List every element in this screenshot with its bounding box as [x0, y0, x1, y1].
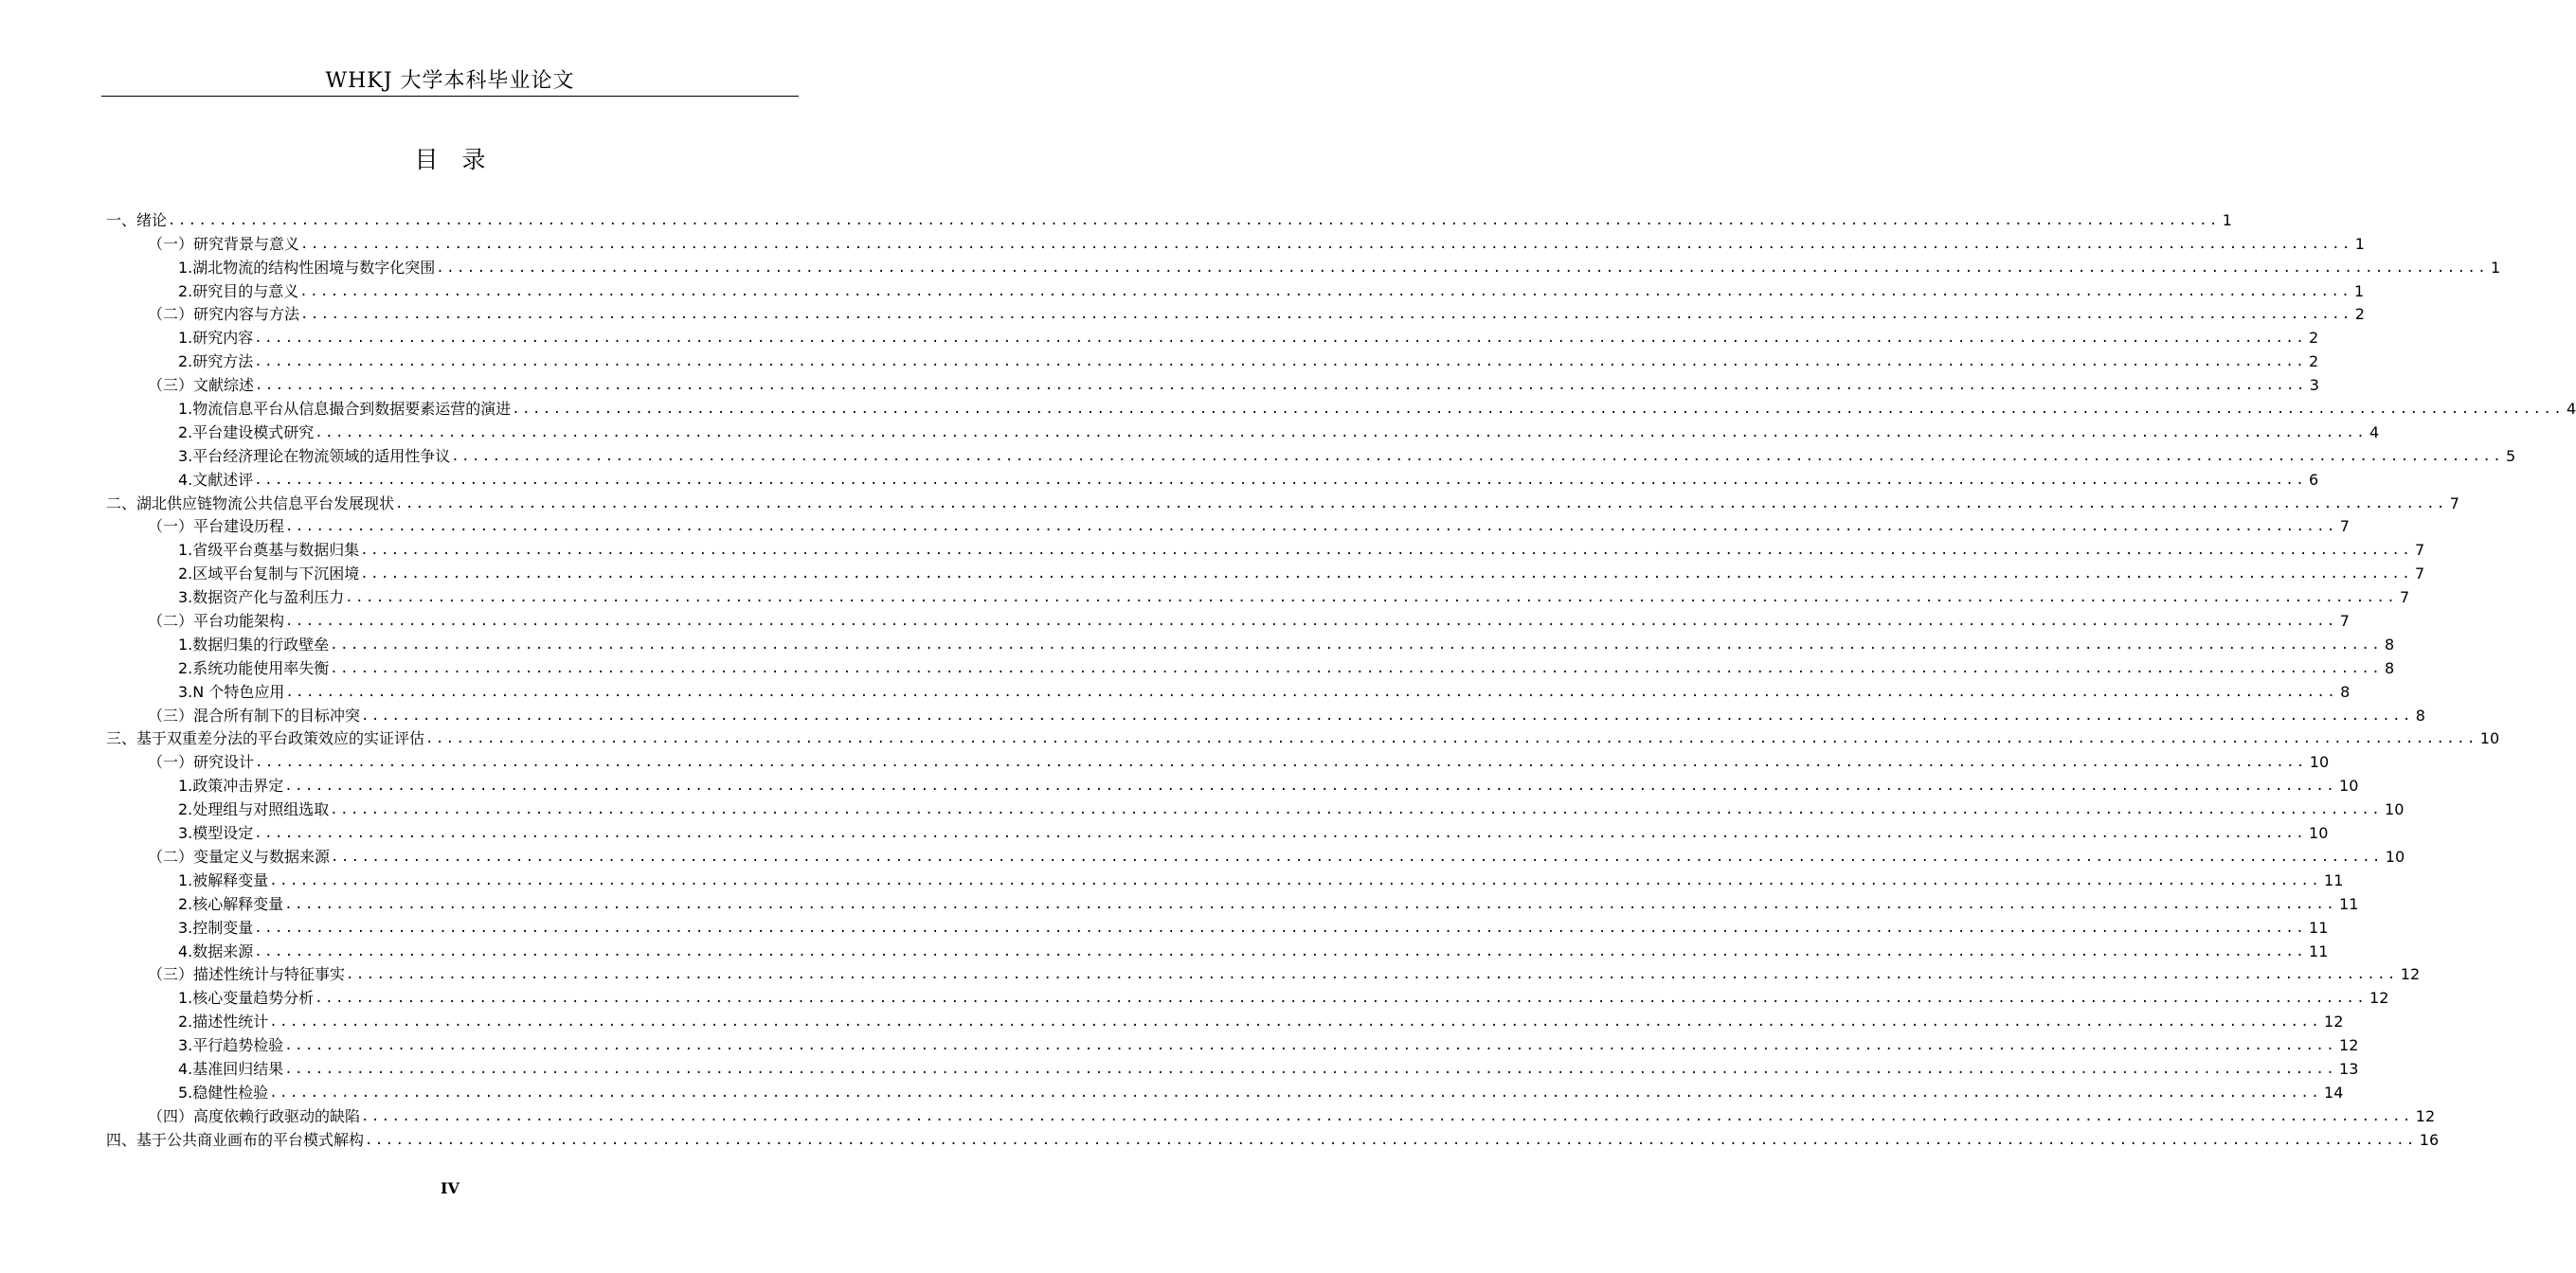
- toc-dot-leader: ........................................................................................................................................................................................................: [360, 543, 2413, 559]
- toc-entry-page: 10: [2479, 729, 2500, 748]
- toc-entry[interactable]: [106, 301, 2365, 325]
- toc-entry-label: 1.政策冲击界定: [178, 777, 284, 796]
- toc-entry-page: 4: [2567, 400, 2576, 419]
- toc-dot-leader: ........................................................................................................................................................................................................: [285, 684, 2338, 700]
- toc-dot-leader: ........................................................................................................................................................................................................: [255, 378, 2307, 394]
- toc-dot-leader: ........................................................................................................................................................................................................: [512, 402, 2565, 418]
- toc-entry-page: 10: [2385, 800, 2405, 819]
- toc-entry-label: 一、绪论: [106, 210, 168, 229]
- toc-dot-leader: ........................................................................................................................................................................................................: [345, 590, 2398, 606]
- toc-entry-label: 1.湖北物流的结构性困境与数字化突围: [178, 258, 436, 277]
- toc-entry[interactable]: [106, 395, 2576, 419]
- toc-entry-page: 10: [2309, 824, 2329, 843]
- toc-entry-label: 1.被解释变量: [178, 870, 269, 889]
- toc-entry[interactable]: [106, 230, 2365, 254]
- toc-entry-page: 12: [2415, 1106, 2436, 1125]
- toc-entry-page: 7: [2339, 612, 2350, 631]
- toc-dot-leader: ........................................................................................................................................................................................................: [269, 872, 2322, 888]
- toc-entry-label: 3.平台经济理论在物流领域的适用性争议: [178, 446, 451, 465]
- toc-dot-leader: ........................................................................................................................................................................................................: [300, 236, 2352, 252]
- toc-dot-leader: ........................................................................................................................................................................................................: [315, 991, 2368, 1007]
- toc-entry-page: 1: [2354, 234, 2365, 253]
- toc-entry-page: 1: [2354, 281, 2365, 300]
- toc-entry[interactable]: [106, 442, 2516, 466]
- toc-dot-leader: ........................................................................................................................................................................................................: [425, 731, 2477, 747]
- toc-entry-label: 3.控制变量: [178, 918, 254, 937]
- toc-entry[interactable]: [106, 1008, 2344, 1031]
- toc-entry-page: 8: [2385, 658, 2395, 677]
- toc-dot-leader: ........................................................................................................................................................................................................: [254, 826, 2307, 842]
- toc-dot-leader: ........................................................................................................................................................................................................: [346, 967, 2398, 983]
- toc-entry-label: （三）描述性统计与特征事实: [148, 965, 346, 984]
- toc-entry[interactable]: [106, 772, 2359, 796]
- toc-dot-leader: ........................................................................................................................................................................................................: [284, 1061, 2337, 1077]
- toc-entry[interactable]: [106, 278, 2365, 301]
- toc-dot-leader: ........................................................................................................................................................................................................: [254, 943, 2307, 959]
- toc-entry-page: 11: [2324, 870, 2344, 889]
- toc-entry[interactable]: [106, 560, 2425, 583]
- toc-entry-page: 8: [2415, 706, 2425, 725]
- toc-entry-label: 四、基于公共商业画布的平台模式解构: [106, 1130, 365, 1149]
- toc-entry-page: 14: [2324, 1083, 2344, 1102]
- toc-entry-label: （三）混合所有制下的目标冲突: [148, 706, 361, 725]
- toc-dot-leader: ........................................................................................................................................................................................................: [255, 755, 2307, 771]
- toc-entry-page: 11: [2339, 894, 2359, 913]
- toc-entry-label: 2.区域平台复制与下沉困境: [178, 565, 360, 583]
- toc-entry[interactable]: [106, 654, 2395, 678]
- toc-entry-label: 4.数据来源: [178, 941, 254, 960]
- toc-entry-page: 2: [2309, 352, 2319, 371]
- toc-dot-leader: ........................................................................................................................................................................................................: [285, 614, 2337, 630]
- toc-dot-leader: ........................................................................................................................................................................................................: [451, 448, 2504, 464]
- toc-entry-label: 3.数据资产化与盈利压力: [178, 588, 345, 607]
- toc-entry-page: 16: [2419, 1130, 2440, 1149]
- toc-title: 目 录: [414, 146, 486, 173]
- toc-dot-leader: ........................................................................................................................................................................................................: [331, 849, 2383, 865]
- toc-dot-leader: ........................................................................................................................................................................................................: [436, 260, 2489, 276]
- toc-dot-leader: ........................................................................................................................................................................................................: [360, 566, 2413, 583]
- toc-entry-label: 二、湖北供应链物流公共信息平台发展现状: [106, 493, 395, 512]
- toc-entry[interactable]: [106, 938, 2329, 961]
- toc-entry-page: 7: [2415, 565, 2425, 583]
- toc-dot-leader: ........................................................................................................................................................................................................: [284, 779, 2337, 795]
- toc-entry-label: 1.核心变量趋势分析: [178, 989, 315, 1008]
- toc-dot-leader: ........................................................................................................................................................................................................: [361, 1108, 2413, 1124]
- toc-entry-label: 3.平行趋势检验: [178, 1036, 284, 1055]
- toc-entry-page: 5: [2506, 446, 2516, 465]
- toc-entry[interactable]: [106, 748, 2330, 772]
- toc-entry-page: 1: [2491, 258, 2501, 277]
- toc-entry-label: （二）变量定义与数据来源: [148, 847, 331, 866]
- toc-entry-label: 1.研究内容: [178, 329, 254, 348]
- running-header: WHKJ 大学本科毕业论文: [325, 69, 575, 93]
- toc-entry-page: 3: [2309, 376, 2319, 395]
- toc-entry[interactable]: [106, 607, 2350, 631]
- toc-entry[interactable]: [106, 324, 2319, 348]
- toc-entry-page: 10: [2309, 753, 2330, 772]
- toc-dot-leader: ........................................................................................................................................................................................................: [300, 307, 2352, 323]
- toc-entry-label: 2.系统功能使用率失衡: [178, 658, 330, 677]
- toc-entry[interactable]: [106, 819, 2329, 843]
- toc-entry-label: 2.平台建设模式研究: [178, 422, 315, 441]
- toc-entry-label: 3.模型设定: [178, 824, 254, 843]
- toc-entry[interactable]: [106, 631, 2395, 654]
- toc-entry[interactable]: [106, 466, 2319, 490]
- toc-entry[interactable]: [106, 678, 2351, 702]
- toc-entry-label: （一）平台建设历程: [148, 517, 285, 536]
- toc-entry[interactable]: [106, 348, 2319, 371]
- toc-dot-leader: ........................................................................................................................................................................................................: [330, 660, 2383, 676]
- toc-dot-leader: ........................................................................................................................................................................................................: [284, 1038, 2337, 1054]
- toc-dot-leader: ........................................................................................................................................................................................................: [254, 331, 2307, 347]
- toc-dot-leader: ........................................................................................................................................................................................................: [361, 708, 2413, 724]
- toc-entry-label: （四）高度依赖行政驱动的缺陷: [148, 1106, 361, 1125]
- toc-dot-leader: ........................................................................................................................................................................................................: [330, 636, 2383, 653]
- toc-entry-page: 1: [2222, 210, 2232, 229]
- toc-entry-page: 7: [2415, 541, 2425, 560]
- toc-entry-page: 12: [2324, 1013, 2344, 1031]
- toc-dot-leader: ........................................................................................................................................................................................................: [284, 896, 2337, 912]
- toc-entry[interactable]: [106, 1055, 2359, 1079]
- toc-entry-label: （二）研究内容与方法: [148, 305, 300, 324]
- toc-entry-page: 6: [2309, 470, 2319, 489]
- toc-entry[interactable]: [106, 206, 2232, 230]
- toc-entry-label: 2.研究方法: [178, 352, 254, 371]
- toc-entry-label: 2.核心解释变量: [178, 894, 284, 913]
- page-number: IV: [441, 1179, 459, 1197]
- toc-dot-leader: ........................................................................................................................................................................................................: [395, 495, 2447, 511]
- toc-dot-leader: ........................................................................................................................................................................................................: [299, 283, 2352, 299]
- toc-entry-label: 1.省级平台奠基与数据归集: [178, 541, 360, 560]
- toc-entry[interactable]: [106, 536, 2425, 560]
- toc-dot-leader: ........................................................................................................................................................................................................: [168, 212, 2220, 228]
- toc-entry-label: 2.描述性统计: [178, 1013, 269, 1031]
- toc-entry-page: 7: [2339, 517, 2350, 536]
- toc-entry[interactable]: [106, 371, 2319, 395]
- toc-entry[interactable]: [106, 843, 2405, 867]
- toc-entry-page: 12: [2339, 1036, 2359, 1055]
- toc-entry-label: 1.物流信息平台从信息撮合到数据要素运营的演进: [178, 400, 512, 419]
- toc-entry[interactable]: [106, 796, 2405, 819]
- toc-dot-leader: ........................................................................................................................................................................................................: [254, 354, 2307, 370]
- toc-dot-leader: ........................................................................................................................................................................................................: [269, 1085, 2322, 1101]
- toc-entry-label: 4.文献述评: [178, 470, 254, 489]
- toc-entry-label: 2.处理组与对照组选取: [178, 800, 330, 819]
- toc-dot-leader: ........................................................................................................................................................................................................: [330, 802, 2383, 818]
- toc-dot-leader: ........................................................................................................................................................................................................: [254, 920, 2307, 936]
- toc-entry[interactable]: [106, 914, 2329, 938]
- toc-entry[interactable]: [106, 984, 2389, 1008]
- toc-entry[interactable]: [106, 254, 2501, 278]
- toc-entry[interactable]: [106, 583, 2410, 607]
- toc-entry-page: 4: [2369, 422, 2380, 441]
- toc-entry-label: 1.数据归集的行政壁垒: [178, 635, 330, 654]
- toc-entry[interactable]: [106, 1103, 2436, 1126]
- header-rule: [101, 96, 799, 97]
- toc-entry[interactable]: [106, 1079, 2344, 1103]
- toc-entry-page: 12: [2369, 989, 2389, 1008]
- toc-dot-leader: ........................................................................................................................................................................................................: [365, 1132, 2417, 1148]
- toc-entry-page: 2: [2309, 329, 2319, 348]
- toc-entry-page: 13: [2339, 1059, 2359, 1078]
- toc-entry-page: 12: [2400, 965, 2421, 984]
- toc-dot-leader: ........................................................................................................................................................................................................: [269, 1014, 2322, 1031]
- toc-dot-leader: ........................................................................................................................................................................................................: [254, 472, 2307, 488]
- toc-entry[interactable]: [106, 890, 2359, 914]
- toc-entry-label: 5.稳健性检验: [178, 1083, 269, 1102]
- toc-entry-page: 11: [2309, 941, 2329, 960]
- toc-entry[interactable]: [106, 1031, 2359, 1055]
- toc-entry[interactable]: [106, 867, 2344, 890]
- toc-entry-page: 7: [2400, 588, 2410, 607]
- toc-entry-label: （二）平台功能架构: [148, 612, 285, 631]
- toc-entry-label: （一）研究背景与意义: [148, 234, 300, 253]
- toc-entry-label: 3.N 个特色应用: [178, 682, 285, 701]
- toc-entry-page: 10: [2385, 847, 2405, 866]
- toc-entry-page: 7: [2449, 493, 2459, 512]
- toc-dot-leader: ........................................................................................................................................................................................................: [285, 519, 2337, 535]
- toc-entry[interactable]: [106, 726, 2500, 749]
- toc-dot-leader: ........................................................................................................................................................................................................: [315, 424, 2368, 440]
- toc-entry-label: 2.研究目的与意义: [178, 281, 299, 300]
- toc-entry-label: 4.基准回归结果: [178, 1059, 284, 1078]
- toc-entry[interactable]: [106, 702, 2425, 726]
- toc-entry[interactable]: [106, 513, 2350, 537]
- toc-entry-label: 三、基于双重差分法的平台政策效应的实证评估: [106, 729, 425, 748]
- toc-entry[interactable]: [106, 1126, 2440, 1150]
- toc-entry-page: 8: [2340, 682, 2351, 701]
- toc-entry-page: 8: [2385, 635, 2395, 654]
- toc-entry-label: （三）文献综述: [148, 376, 255, 395]
- toc-entry[interactable]: [106, 961, 2421, 985]
- toc-entry[interactable]: [106, 490, 2459, 513]
- toc-list: [106, 206, 2576, 1150]
- toc-entry-page: 10: [2339, 777, 2359, 796]
- toc-entry-page: 11: [2309, 918, 2329, 937]
- toc-entry[interactable]: [106, 419, 2380, 442]
- toc-entry-page: 2: [2354, 305, 2365, 324]
- toc-entry-label: （一）研究设计: [148, 753, 255, 772]
